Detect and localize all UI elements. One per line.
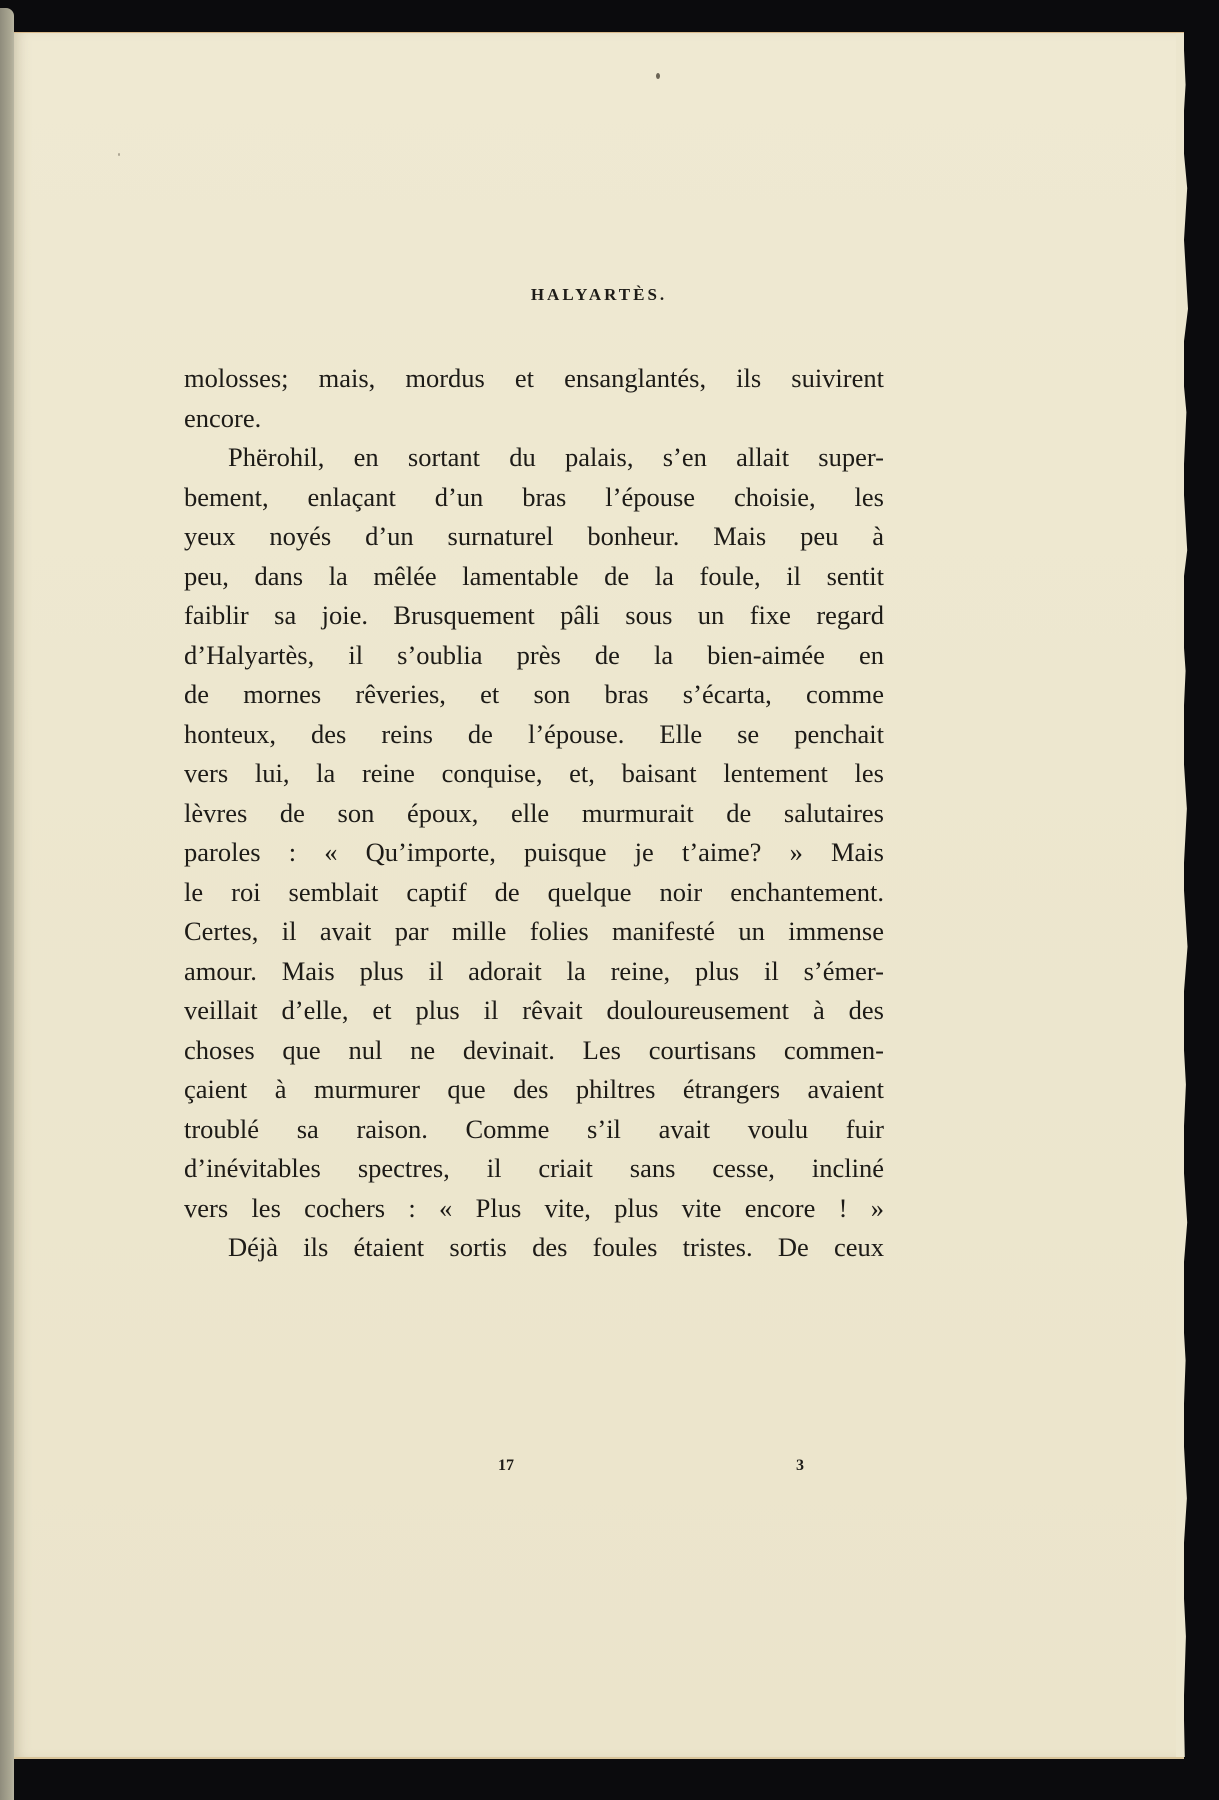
text-line: yeux noyés d’un surnaturel bonheur. Mais peu à: [184, 521, 884, 551]
text-line: bement, enlaçant d’un bras l’épouse choisie, les: [184, 481, 884, 512]
text-line: le roi semblait captif de quelque noir enchantement.: [184, 876, 884, 907]
text-line: vers lui, la reine conquise, et, baisant lentement les: [184, 758, 884, 788]
book-page: [14, 32, 1184, 1759]
running-head: HALYARTÈS.: [530, 285, 668, 304]
text-line: amour. Mais plus il adorait la reine, plus il s’émer-: [184, 955, 884, 986]
gathering-number: 3: [796, 1457, 804, 1474]
text-line: troublé sa raison. Comme s’il avait voulu fuir: [184, 1113, 884, 1144]
signature-number: 17: [498, 1457, 514, 1474]
text-line: d’Halyartès, il s’oublia près de la bien-aimée en: [184, 639, 884, 670]
text-line: choses que nul ne devinait. Les courtisans commen-: [184, 1034, 884, 1065]
text-line: paroles : « Qu’importe, puisque je t’aime? » Mais: [184, 837, 884, 867]
text-line: de mornes rêveries, et son bras s’écarta, comme: [184, 679, 884, 709]
text-line: peu, dans la mêlée lamentable de la foule, il sentit: [184, 560, 884, 591]
text-line: d’inévitables spectres, il criait sans cesse, incliné: [184, 1153, 884, 1183]
text-line: encore.: [184, 402, 262, 433]
body-text: [184, 359, 884, 1268]
text-line: honteux, des reins de l’épouse. Elle se penchait: [184, 718, 884, 749]
paper-speck: [656, 73, 660, 79]
text-line: Certes, il avait par mille folies manifesté un immense: [184, 916, 884, 946]
text-line: Déjà ils étaient sortis des foules tristes. De ceux: [228, 1232, 884, 1262]
text-line: çaient à murmurer que des philtres étrangers avaient: [184, 1074, 884, 1104]
text-line: vers les cochers : « Plus vite, plus vite encore ! »: [184, 1192, 884, 1223]
text-line: lèvres de son époux, elle murmurait de salutaires: [184, 797, 884, 828]
text-line: molosses; mais, mordus et ensanglantés, ils suivirent: [184, 363, 884, 393]
text-line: faiblir sa joie. Brusquement pâli sous un fixe regard: [184, 600, 884, 630]
adjacent-page-edge: [0, 8, 14, 1800]
text-line: Phërohil, en sortant du palais, s’en allait super-: [228, 442, 884, 472]
text-line: veillait d’elle, et plus il rêvait douloureusement à des: [184, 995, 884, 1025]
paper-speck: [118, 153, 120, 156]
